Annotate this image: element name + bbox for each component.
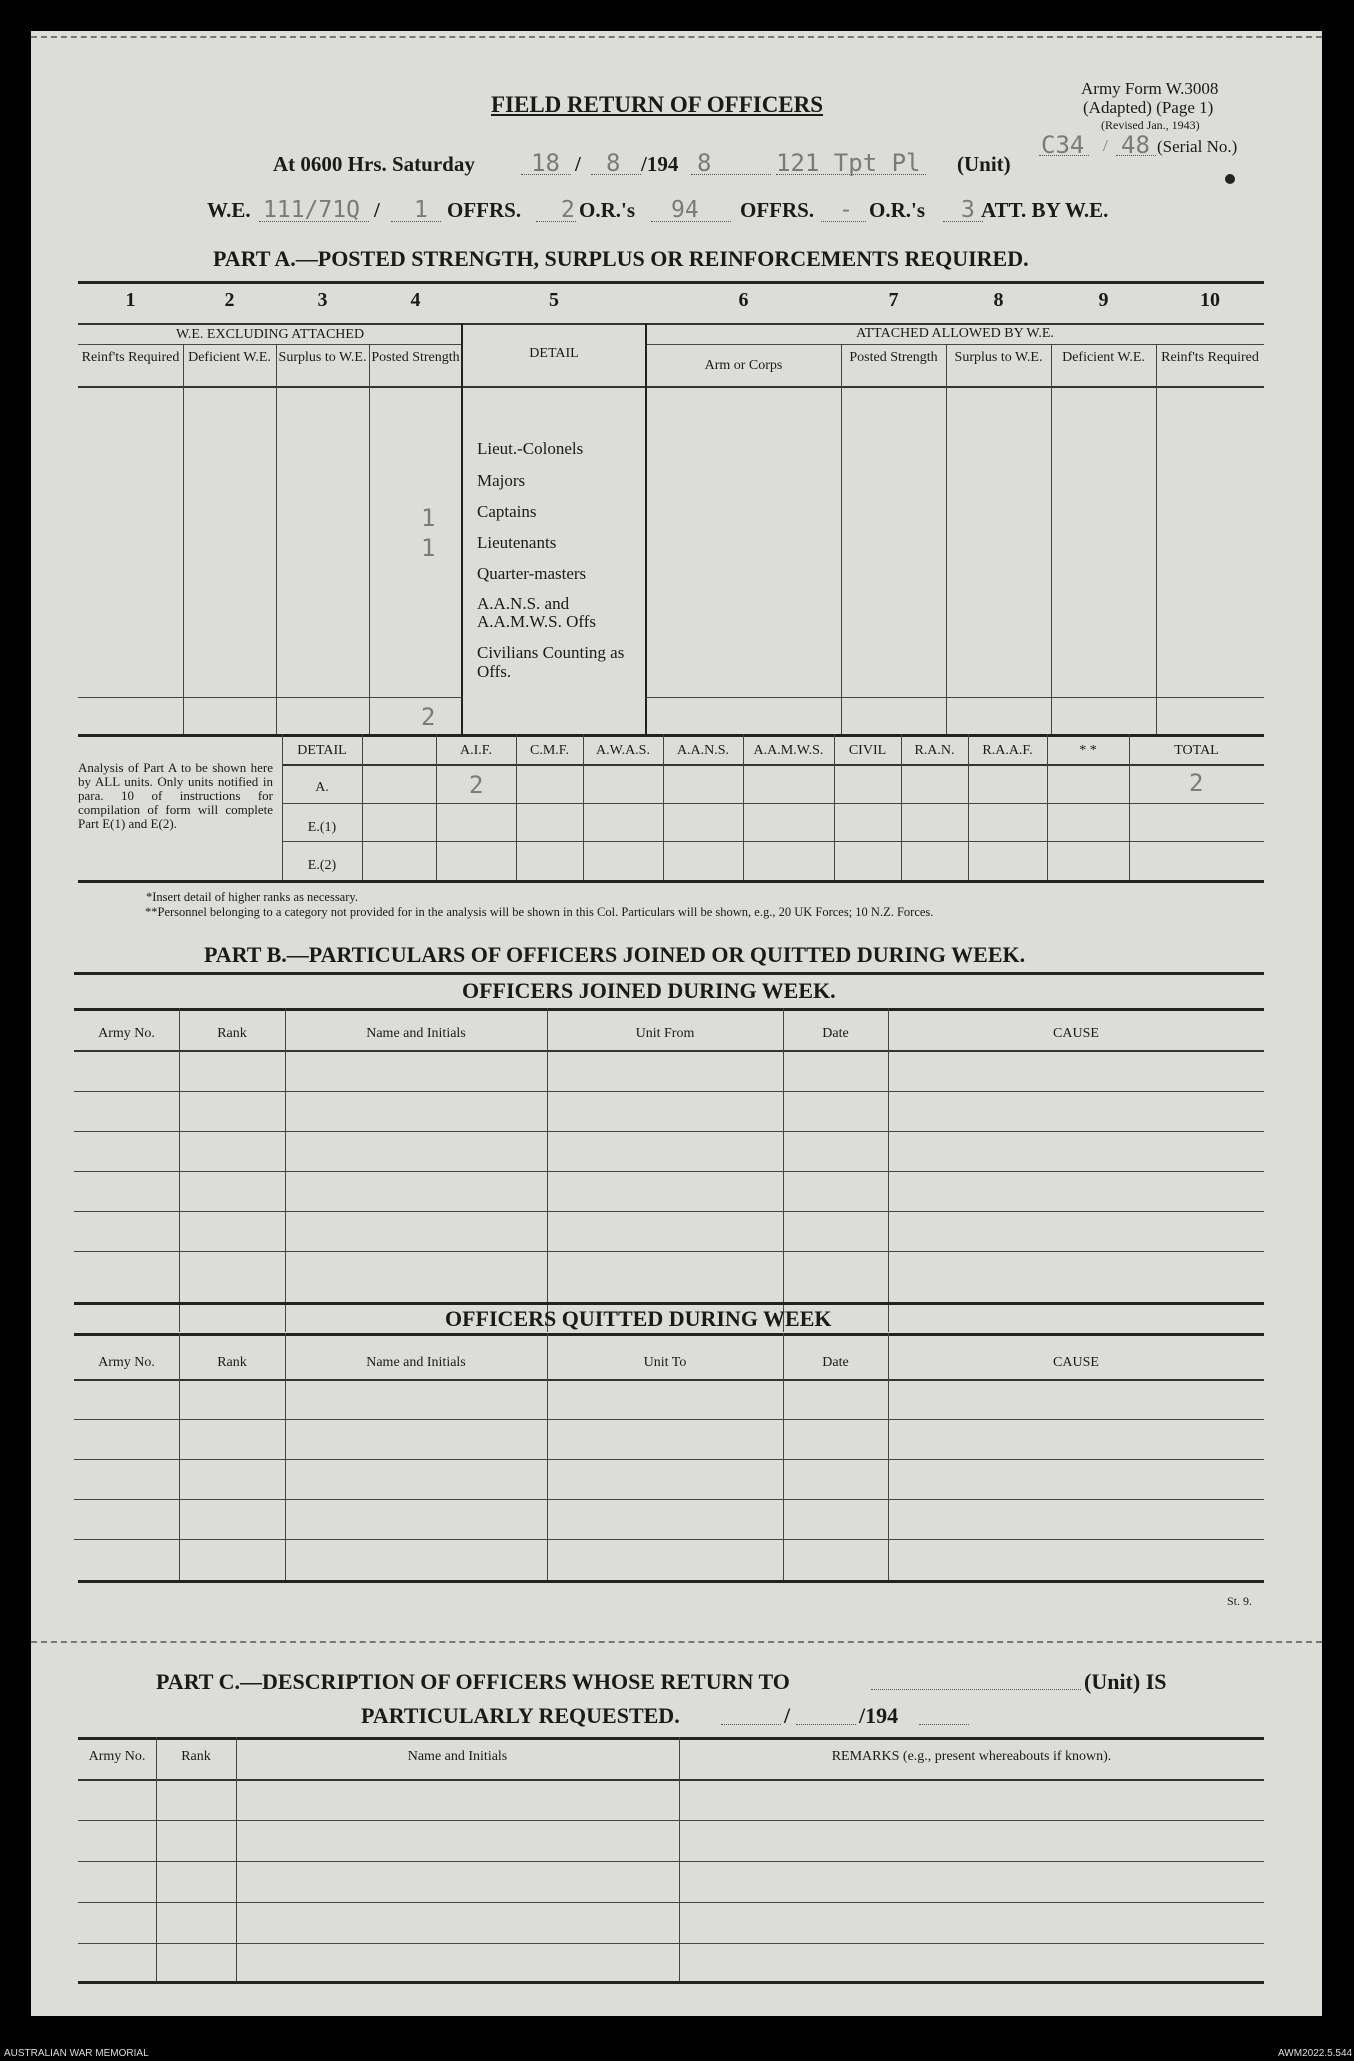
rank-aans: A.A.N.S. and A.A.M.W.S. Offs (477, 594, 597, 631)
aif-a-value: 2 (469, 771, 484, 799)
part-c-sep: / (784, 1703, 791, 1728)
day-value: 18 (531, 149, 560, 177)
joined-title: OFFICERS JOINED DURING WEEK. (462, 978, 836, 1003)
we-label: W.E. (207, 198, 251, 222)
year-prefix: /194 (641, 152, 679, 176)
joined-col: Rank (217, 1026, 247, 1041)
part-c-col: REMARKS (e.g., present whereabouts if known). (831, 1749, 1112, 1764)
col-number: 2 (224, 289, 235, 311)
punch-hole (1225, 174, 1235, 184)
posted-captains: 1 (421, 504, 436, 532)
ors-value: 94 (671, 197, 699, 223)
rank-quarter-masters: Quarter-masters (477, 564, 587, 583)
offrs-value: 2 (561, 197, 575, 223)
col-header: Arm or Corps (704, 358, 783, 373)
stock-mark: St. 9. (1227, 1594, 1253, 1608)
analysis-header: A.I.F. (460, 743, 492, 758)
unit-value: 121 Tpt Pl (776, 149, 921, 177)
total-a-value: 2 (1189, 769, 1204, 797)
year-suffix: 8 (697, 149, 712, 177)
joined-col: Date (822, 1026, 849, 1041)
col-number: 6 (738, 289, 749, 311)
col-header: Reinf'ts Required (81, 350, 180, 365)
posted-total: 2 (421, 703, 436, 731)
part-a-title: PART A.—POSTED STRENGTH, SURPLUS OR REINFORCEMENTS REQUIRED. (213, 246, 1029, 271)
analysis-note: Analysis of Part A to be shown here by ALL units. Only units notified in para. 10 of instructions for compilation of form will complete Part E(1) and E(2). (78, 760, 273, 831)
analysis-header: R.A.A.F. (982, 743, 1033, 758)
analysis-header: DETAIL (297, 743, 347, 758)
joined-col: Unit From (635, 1026, 695, 1041)
col-header: Surplus to W.E. (278, 350, 367, 365)
analysis-header: A.A.N.S. (676, 743, 730, 758)
offrs-label: OFFRS. (447, 198, 522, 222)
rank-lieutenants: Lieutenants (477, 533, 557, 552)
analysis-header: * * (1079, 743, 1097, 758)
part-c-title-b: (Unit) IS (1084, 1669, 1167, 1694)
form-id: Army Form W.3008 (1081, 79, 1219, 98)
perforation-top (31, 36, 1322, 38)
col-number: 9 (1098, 289, 1109, 311)
att-label: ATT. BY W.E. (981, 198, 1109, 222)
we-part2: 1 (414, 197, 428, 223)
ors2-value: 3 (961, 197, 975, 223)
col-header: Deficient W.E. (188, 350, 271, 365)
form-revised: (Revised Jan., 1943) (1101, 118, 1200, 132)
part-c-col: Army No. (88, 1749, 146, 1764)
analysis-row-label: E.(2) (307, 858, 337, 873)
footnote-2: **Personnel belonging to a category not provided for in the analysis will be shown in this Col. Particulars will be shown, e.g., 20 UK Forces; 10 N.Z. Forces. (145, 905, 934, 919)
part-c-title-a: PART C.—DESCRIPTION OF OFFICERS WHOSE RETURN TO (156, 1669, 790, 1694)
perforation-middle (31, 1641, 1322, 1643)
form-adapted: (Adapted) (Page 1) (1083, 98, 1214, 117)
serial-label: (Serial No.) (1157, 137, 1238, 156)
analysis-row-label: A. (315, 780, 329, 795)
joined-col: Army No. (98, 1026, 155, 1041)
analysis-header: A.W.A.S. (596, 743, 650, 758)
col-header: Posted Strength (849, 350, 938, 365)
col-number: 7 (888, 289, 899, 311)
joined-col: Name and Initials (366, 1026, 466, 1041)
col-header: Posted Strength (371, 350, 460, 365)
part-c-title-c: PARTICULARLY REQUESTED. (361, 1703, 680, 1728)
analysis-header: R.A.N. (914, 743, 955, 758)
month-value: 8 (606, 149, 621, 177)
archive-credit: AUSTRALIAN WAR MEMORIAL (4, 2048, 149, 2059)
quitted-col: CAUSE (1053, 1355, 1099, 1370)
col-number: 4 (410, 289, 421, 311)
col-header: Reinf'ts Required (1161, 350, 1259, 365)
footnote-1: *Insert detail of higher ranks as necessary. (146, 890, 358, 904)
analysis-header: CIVIL (848, 743, 887, 758)
at-label: At 0600 Hrs. Saturday (273, 152, 475, 176)
col-header: Deficient W.E. (1062, 350, 1145, 365)
quitted-col: Date (822, 1355, 849, 1370)
serial-a: C34 (1041, 131, 1085, 159)
offrs2-value: - (839, 197, 853, 223)
quitted-title: OFFICERS QUITTED DURING WEEK (445, 1306, 832, 1331)
quitted-col: Army No. (98, 1355, 155, 1370)
part-c-col: Rank (181, 1749, 211, 1764)
group-header-left: W.E. EXCLUDING ATTACHED (175, 327, 365, 342)
analysis-header: A.A.M.W.S. (753, 743, 824, 758)
rank-captains: Captains (477, 502, 537, 521)
joined-col: CAUSE (1053, 1026, 1099, 1041)
serial-b: 48 (1121, 131, 1150, 159)
quitted-col: Name and Initials (366, 1355, 466, 1370)
part-c-year: /194 (859, 1703, 899, 1728)
col-header: Surplus to W.E. (954, 350, 1043, 365)
rank-civilians: Civilians Counting as Offs. (477, 643, 625, 681)
detail-header: DETAIL (529, 346, 579, 361)
archive-accession: AWM2022.5.544 (1278, 2048, 1353, 2059)
rank-majors: Majors (477, 471, 526, 490)
col-number: 10 (1200, 289, 1220, 311)
rank-lieut-colonels: Lieut.-Colonels (477, 439, 584, 458)
part-b-title: PART B.—PARTICULARS OF OFFICERS JOINED OR QUITTED DURING WEEK. (204, 942, 1026, 967)
analysis-header: TOTAL (1174, 743, 1219, 758)
col-number: 5 (549, 289, 559, 311)
col-number: 3 (317, 289, 328, 311)
quitted-col: Rank (217, 1355, 247, 1370)
posted-lieutenants: 1 (421, 534, 436, 562)
offrs2-label: OFFRS. (740, 198, 815, 222)
unit-label: (Unit) (957, 152, 1011, 176)
part-c-col: Name and Initials (407, 1749, 508, 1764)
quitted-col: Unit To (643, 1355, 687, 1370)
group-header-right: ATTACHED ALLOWED BY W.E. (856, 326, 1054, 341)
we-value: 111/71Q (263, 197, 360, 223)
ors2-label: O.R.'s (869, 198, 926, 222)
analysis-header: C.M.F. (530, 743, 569, 758)
form-sheet: Army Form W.3008 (Adapted) (Page 1) (Revised Jan., 1943) C34 / 48 (Serial No.) FIELD RETURN OF OFFICERS At 0600 Hrs. Saturday 18 / 8 /194 8 121 Tpt Pl (Unit) W.E. 111/71Q / 1 OFFRS. 2 O.R.'s 94 OFFRS. - O.R.'s 3 ATT. BY W.E. PART A.—POSTED STRENGTH, SURPLUS OR REINFORCEMENTS REQUIRED. 1 2 3 4 5 6 7 8 9 10 W.E. EXCLUDING ATTACHED ATTACHED ALLOWED BY W.E. DETAIL Reinf'ts Required Deficient W.E. Surplus to W.E. Posted Strength Arm or Corps Posted Strength Surplus to W.E. Deficient W.E. Reinf'ts Required Lieut.-Colonels Majors Captains Lieutenants Quarter-masters A.A.N.S. and A.A.M.W.S. Offs Civilians Counting as Offs. 1 1 2 Analysis of Part A to be shown here by ALL units. Only units notified in para. 10 of instructions for compilation of form will complete Part E(1) and E(2). DETAIL A.I.F. C.M.F. A.W.A.S. A.A.N.S. A.A.M.W.S. CIVIL R.A.N. R.A.A.F. * * TOTAL A. E.(1) E.(2) 2 2 *Insert detail of higher ranks as necessary. **Personnel belonging to a category not provided for in the analysis will be shown in this Col. Particulars will be shown, e.g., 20 UK Forces; 10 N.Z. Forces. PART B.—PARTICULARS OF OFFICERS JOINED OR QUITTED DURING WEEK. OFFICERS JOINED DURING WEEK. Army No. Rank Name and Initials Unit From Date CAUSE OFFICERS QUITTED DURING WEEK Army No. Rank Name and Initials Unit To Date CAUSE St. 9. PART C.—DESCRIPTION OF OFFICERS WHOSE RETURN TO (Unit) IS PARTICULARLY REQUESTED. / /194 Army No. Rank Name and Initials REMARKS (e.g., present whereabouts if known). (31, 31, 1322, 2016)
form-title: FIELD RETURN OF OFFICERS (491, 92, 824, 117)
col-number: 1 (125, 289, 136, 311)
col-number: 8 (993, 289, 1004, 311)
analysis-row-label: E.(1) (307, 820, 337, 835)
ors-label: O.R.'s (579, 198, 636, 222)
